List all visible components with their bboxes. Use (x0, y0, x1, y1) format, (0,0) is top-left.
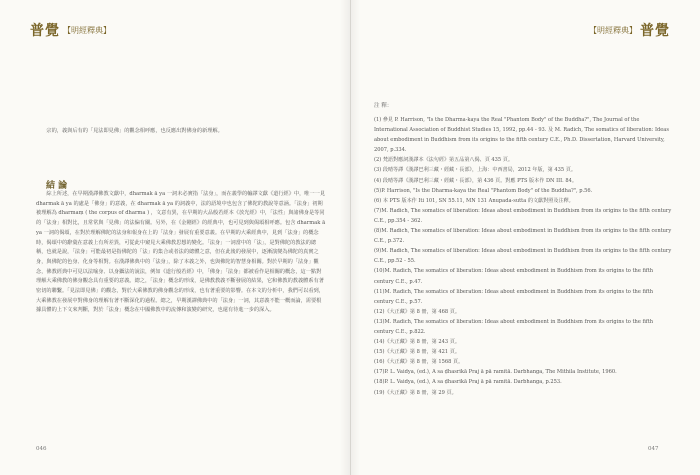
page-header-left (30, 20, 111, 40)
page-number-right: 047 (648, 446, 659, 452)
notes-label: 注 釋： (374, 103, 393, 109)
page-number-left: 046 (36, 446, 47, 452)
note-item: (8)M. Radich, The somatics of liberation: Ideas about embodiment in Buddhism from its origins to the fifth century C.E., p.372. (374, 228, 672, 245)
publication-logo: 普覺 (30, 23, 60, 39)
note-item: (11)M. Radich, The somatics of liberation: Ideas about embodiment in Buddhism from its origins to the fifth century C.E., p.57. (374, 288, 654, 305)
intro-paragraph (36, 127, 326, 137)
note-item: (13)M. Radich, The somatics of liberation: Ideas about embodiment in Buddhism from its origins to the fifth century C.E., p.822. (374, 318, 654, 335)
note-item: (9)M. Radich, The somatics of liberation: Ideas about embodiment in Buddhism from its origins to the fifth century C.E., pp.52 - 55. (374, 248, 672, 265)
publication-logo: 普覺 (640, 23, 670, 39)
intro-text: 宗的，義與后有的「見法即見佛」的觀念相呼應，也反應出對佛身的新理解。 (46, 128, 223, 134)
note-item: (1) 參見 P. Harrison, "Is the Dharma-kaya the Real "Phantom Body" of the Buddha?", The Journal of the International Association of Buddhist Studies 15, 1992, pp.44 - 93. 及 M. Radich, The somatics of liberation: Ideas about embodiment in Buddhism from its origins to the fifth century C.E., Ph.D. Dissertation, Harvard University, 2007, p.334. (374, 117, 669, 154)
note-item: (4) 段晴等譯《漢譯巴利三藏・經藏・長部》，第 436 頁。對應 PTS 版本作 DN III. 84。 (374, 177, 577, 184)
note-item: (10)M. Radich, The somatics of liberation: Ideas about embodiment in Buddhism from its origins to the fifth century C.E., p.47. (374, 268, 654, 285)
section-title: 結 論 (46, 181, 68, 191)
series-title: 【明經釋典】 (63, 25, 111, 35)
note-item: (2) 梵語對應詞漢譯本《法句經》第五品第八偈、頁 435 頁。 (374, 157, 513, 164)
note-item: (7)M. Radich, The somatics of liberation: Ideas about embodiment in Buddhism from its origins to the fifth century C.E., pp.354 - 362. (374, 207, 672, 224)
note-item: (17)P. L. Vaidya, (ed.), A sa ḍhasrikā Praj ā pā ramitā. Darbhanga, The Mithila Institute, 1960. (374, 369, 617, 376)
conclusion-text: 綜上所述，在早期漢譯佛教文獻中，dharmak ā ya 一詞未必實指「法身」，而在義學的輸譯文獻《道行經》中，唯一一見 dharmak ā ya 的處是「佛身」的意義，在 dharmak ā ya 的詞義中，法的語境中也包含了佛陀的教說等意涵。「法身」初期被理解為 dharmaṃ ( the corpus of dharma ) ，文意有異，在早期的大品般若經本《放光經》中，「法性」與諸佛身是等同的「法身」相對比，且常常與「見佛」的法偏有關。另外，在《金剛經》的經典中，也可見到與偈頌相呼應。包含 dharmak ā ya 一詞的偈頌，在對於理解佛陀的法身和報身在上的「法身」發展有重要意義。在早期的大乘經典中，見到「法身」的概念時，偈頌中的辭彙在意義上有所差異，可從此中窺見大乘佛教思想的變化。「法身」一詞當中的「法」，是對佛陀的教法的總稱，也就是說，「法身」可能最初是指佛陀的「法」的集合或者法的總體之意，但在此後的發展中，逐漸演變為佛陀的真實之身，與佛陀的色身、化身等相對。在漢譯佛典中的「法身」，除了本義之外，也與佛陀的智慧身相關。對於早期的「法身」觀念，佛教經典中可見以法喻身、以身攝法的說法，例如《道行般若經》中，「佛身」「法身」都被看作是相關的概念，這一點對理解大乘佛教的佛身觀念具有重要的意義。總之，「法身」概念的形成，是佛教教義不斷發展的結果，它和佛教的教義體系有著密切的聯繫。「見法即見佛」的觀念，對於大乘佛教的佛身觀念的形成，也有著重要的影響。在本文的分析中，我們可以看到，大乘佛教在發展中對佛身的理解有著不斷深化的過程。總之，早期漢譯佛典中的「法身」一詞，其意義不能一概而論，需要根據具體的上下文來判斷，對於「法身」概念在中國佛教中的流傳和演變的研究，也還有待進一步的深入。 (36, 191, 326, 314)
note-item: (18)P. L. Vaidya, (ed.), A sa ḍhasrikā Praj ā pā ramitā. Darbhanga, p.253. (374, 379, 562, 386)
note-item: (19)《大正藏》第 8 冊，第 29 頁。 (374, 389, 457, 396)
note-item: (6) 本 PTS 版本作 Iti 101, SN 55.11, MN 131 Anupada-sutta 的文獻對照及注釋。 (374, 197, 574, 204)
note-item: (12)《大正藏》第 8 冊，第 468 頁。 (374, 308, 460, 315)
series-title: 【明經釋典】 (589, 25, 637, 35)
conclusion-paragraph (36, 190, 326, 316)
notes-list (374, 115, 674, 398)
note-item: (16)《大正藏》第 8 冊，第 1568 頁。 (374, 359, 464, 366)
note-item: (5)P. Harrison, "Is the Dharma-kaya the Real "Phantom Body" of the Buddha?", p.56. (374, 187, 593, 194)
page-header-right (589, 20, 670, 40)
note-item: (3) 段晴等譯《漢譯巴利三藏・經藏・長部》，上海：中西書局，2012 年版，第 435 頁。 (374, 167, 576, 174)
note-item: (14)《大正藏》第 8 冊，第 243 頁。 (374, 339, 460, 346)
note-item: (15)《大正藏》第 8 冊，第 421 頁。 (374, 349, 460, 356)
